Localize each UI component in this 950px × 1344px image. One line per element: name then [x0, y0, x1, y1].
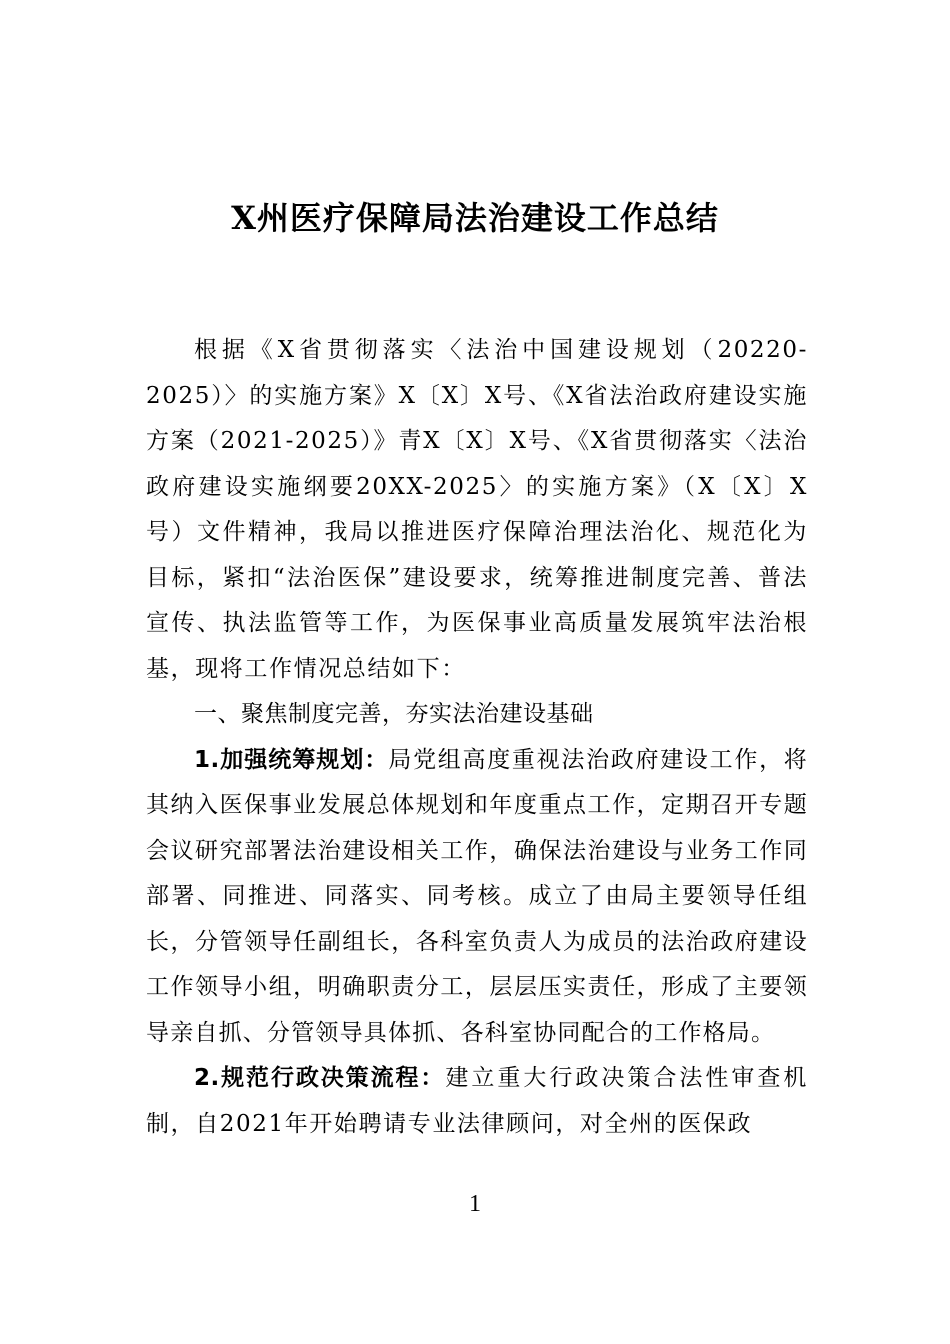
item-paragraph-2: [146, 1056, 808, 1147]
item-text-1: 局党组高度重视法治政府建设工作，将其纳入医保事业发展总体规划和年度重点工作，定期召开专题会议研究部署法治建设相关工作，确保法治建设与业务工作同部署、同推进、同落实、同考核。成立了由局主要领导任组长，分管领导任副组长，各科室负责人为成员的法治政府建设工作领导小组，明确职责分工，层层压实责任，形成了主要领导亲自抓、分管领导具体抓、各科室协同配合的工作格局。: [146, 746, 808, 1046]
section-heading: 一、聚焦制度完善，夯实法治建设基础: [194, 701, 594, 727]
item-label-1: 1.加强统筹规划：: [194, 746, 389, 773]
item-label-2: 2.规范行政决策流程：: [194, 1065, 446, 1091]
item-text-2: 建立重大行政决策合法性审查机制，自2021年开始聘请专业法律顾问，对全州的医保政: [146, 1065, 808, 1137]
item-paragraph-1: [146, 738, 808, 1057]
document-title: X州医疗保障局法治建设工作总结: [231, 199, 719, 237]
document-body: [146, 328, 808, 1147]
intro-paragraph: 根据《X省贯彻落实〈法治中国建设规划（20220-2025）〉的实施方案》X〔X〕X号、《X省法治政府建设实施方案（2021-2025）》青X〔X〕X号、《X省贯彻落实〈法治政府建设实施纲要20XX-2025〉的实施方案》（X〔X〕X号）文件精神，我局以推进医疗保障治理法治化、规范化为目标，紧扣“法治医保”建设要求，统筹推进制度完善、普法宣传、执法监管等工作，为医保事业高质量发展筑牢法治根基，现将工作情况总结如下：: [146, 337, 808, 682]
page-number: 1: [469, 1191, 481, 1217]
